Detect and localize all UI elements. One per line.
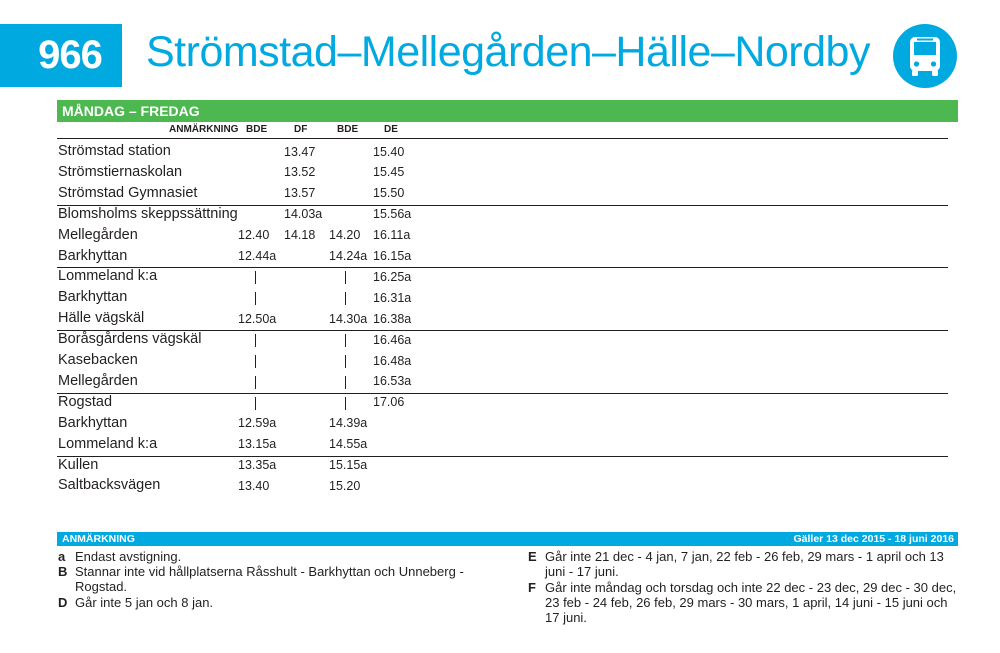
pass-through-mark xyxy=(255,397,256,410)
departure-time: 13.40 xyxy=(238,478,270,493)
stop-name: Barkhyttan xyxy=(58,247,128,264)
departure-time: 16.15a xyxy=(373,249,412,263)
stop-name: Lommeland k:a xyxy=(58,268,158,285)
stop-name: Strömstiernaskolan xyxy=(58,163,183,180)
stop-name: Kullen xyxy=(58,456,99,473)
stop-name: Strömstad Gymnasiet xyxy=(58,184,198,201)
table-rule xyxy=(57,456,948,457)
pass-through-mark xyxy=(345,271,346,284)
column-header-trip-4: DE xyxy=(384,124,398,135)
stop-name: Kasebacken xyxy=(58,352,138,368)
pass-through-mark xyxy=(345,397,346,410)
table-rule xyxy=(57,267,948,268)
stop-name: Saltbacksvägen xyxy=(58,477,161,494)
pass-through-mark xyxy=(255,271,256,284)
departure-time: 16.38a xyxy=(373,311,412,326)
pass-through-mark xyxy=(345,376,346,389)
note-key: D xyxy=(58,595,68,610)
note-text: Går inte 21 dec - 4 jan, 7 jan, 22 feb - 26 feb, 29 mars - 1 april och 13 juni - 17 juni. xyxy=(545,549,944,579)
column-header-trip-1: BDE xyxy=(246,124,268,135)
notes-header xyxy=(57,532,958,546)
departure-time: 16.48a xyxy=(373,353,412,368)
departure-time: 13.35a xyxy=(238,458,277,472)
departure-time: 15.40 xyxy=(373,144,405,159)
note-text: Stannar inte vid hållplatserna Råsshult - Barkhyttan och Unneberg - Rogstad. xyxy=(75,564,464,594)
day-section-header: MÅNDAG – FREDAG xyxy=(57,100,958,122)
note-key: F xyxy=(528,580,536,595)
pass-through-mark xyxy=(255,292,256,305)
note-text: Endast avstigning. xyxy=(75,549,182,564)
stop-name: Boråsgårdens vägskäl xyxy=(58,331,202,348)
stop-name: Barkhyttan xyxy=(58,289,128,306)
stop-name: Hälle vägskäl xyxy=(58,310,145,327)
column-header-trip-2: DF xyxy=(294,124,308,135)
departure-time: 14.24a xyxy=(329,249,368,263)
pass-through-mark xyxy=(255,334,256,347)
departure-time: 12.50a xyxy=(238,311,277,326)
table-rule xyxy=(57,393,948,394)
route-title: Strömstad–Mellegården–Hälle–Nordby xyxy=(146,28,870,76)
departure-time: 14.55a xyxy=(329,437,368,452)
pass-through-mark xyxy=(255,376,256,389)
stop-name: Blomsholms skeppssättning xyxy=(58,205,238,222)
departure-time: 13.52 xyxy=(284,165,316,180)
note-key: a xyxy=(58,549,66,564)
departure-time: 13.57 xyxy=(284,186,316,201)
note-text: Går inte måndag och torsdag och inte 22 dec - 23 dec, 29 dec - 30 dec, 23 feb - 24 feb, 26 feb, 29 mars - 30 mars, 1 april, 14 juni - 15 juni och 17 juni. xyxy=(545,580,957,625)
stop-name: Mellegården xyxy=(58,226,138,243)
pass-through-mark xyxy=(345,292,346,305)
departure-time: 12.44a xyxy=(238,249,277,263)
note-key: E xyxy=(528,549,537,564)
bus-icon xyxy=(893,24,957,88)
departure-time: 16.31a xyxy=(373,290,412,305)
departure-time: 14.18 xyxy=(284,228,316,243)
departure-time: 13.47 xyxy=(284,144,316,159)
departure-time: 13.15a xyxy=(238,437,277,452)
pass-through-mark xyxy=(255,355,256,368)
stop-name: Strömstad station xyxy=(58,143,171,159)
notes-title: ANMÄRKNING xyxy=(62,533,135,545)
departure-time: 16.46a xyxy=(373,332,412,347)
departure-time: 15.56a xyxy=(373,207,412,222)
departure-time: 17.06 xyxy=(373,395,405,410)
departure-time: 15.45 xyxy=(373,165,405,180)
departure-time: 14.39a xyxy=(329,416,368,431)
departure-time: 16.25a xyxy=(373,269,412,284)
departure-time: 14.03a xyxy=(284,207,323,222)
stop-name: Mellegården xyxy=(58,372,138,389)
departure-time: 15.50 xyxy=(373,186,405,201)
departure-time: 15.15a xyxy=(329,458,368,472)
stop-name: Barkhyttan xyxy=(58,414,128,431)
pass-through-mark xyxy=(345,355,346,368)
route-number: 966 xyxy=(38,33,102,77)
note-key: B xyxy=(58,564,68,579)
departure-time: 16.11a xyxy=(373,228,411,243)
stop-name: Rogstad xyxy=(58,393,113,410)
route-number-box xyxy=(0,24,122,87)
departure-time: 12.40 xyxy=(238,228,270,243)
validity-period: Gäller 13 dec 2015 - 18 juni 2016 xyxy=(793,533,954,545)
pass-through-mark xyxy=(345,334,346,347)
departure-time: 12.59a xyxy=(238,416,277,431)
column-header-remark: ANMÄRKNING xyxy=(169,124,239,135)
column-header-trip-3: BDE xyxy=(337,124,359,135)
departure-time: 15.20 xyxy=(329,478,361,493)
departure-time: 14.20 xyxy=(329,228,361,243)
table-rule xyxy=(57,138,948,139)
departure-time: 16.53a xyxy=(373,374,412,389)
departure-time: 14.30a xyxy=(329,311,368,326)
note-text: Går inte 5 jan och 8 jan. xyxy=(75,595,214,610)
stop-name: Lommeland k:a xyxy=(58,435,158,452)
